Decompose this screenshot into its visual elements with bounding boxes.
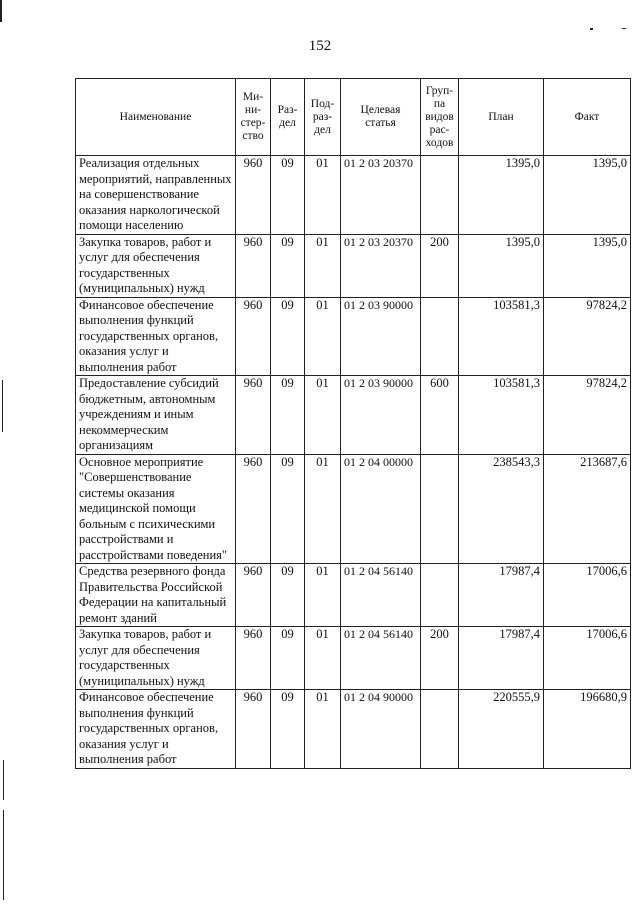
header-section	[271, 79, 305, 156]
cell-group	[421, 564, 459, 627]
scan-mark	[622, 28, 626, 29]
cell-subsection: 01	[305, 627, 341, 690]
scan-mark	[3, 760, 4, 800]
cell-target: 01 2 03 20370	[341, 156, 421, 235]
table-row	[76, 234, 631, 297]
header-ministry-label: Ми- ни- стер- ство	[240, 91, 266, 142]
cell-group	[421, 297, 459, 376]
header-target-label: Целевая статья	[360, 104, 401, 129]
cell-fact: 213687,6	[544, 454, 631, 564]
cell-section: 09	[271, 564, 305, 627]
cell-section: 09	[271, 156, 305, 235]
cell-section: 09	[271, 376, 305, 455]
scan-mark	[0, 0, 2, 22]
cell-group	[421, 156, 459, 235]
cell-subsection: 01	[305, 234, 341, 297]
cell-plan: 17987,4	[459, 564, 544, 627]
scan-mark	[590, 28, 593, 30]
cell-name: Реализация отдельных мероприятий, направленных на совершенствование оказания наркологической помощи населению	[76, 156, 236, 235]
cell-target: 01 2 04 90000	[341, 690, 421, 769]
header-subsection-label: Под- раз- дел	[310, 97, 335, 136]
cell-name: Закупка товаров, работ и услуг для обеспечения государственных (муниципальных) нужд	[76, 234, 236, 297]
header-group	[421, 79, 459, 156]
cell-name: Закупка товаров, работ и услуг для обеспечения государственных (муниципальных) нужд	[76, 627, 236, 690]
budget-table	[75, 78, 631, 769]
cell-ministry: 960	[236, 454, 271, 564]
cell-plan: 103581,3	[459, 297, 544, 376]
header-target	[341, 79, 421, 156]
cell-ministry: 960	[236, 156, 271, 235]
header-section-label: Раз- дел	[277, 104, 298, 129]
cell-subsection: 01	[305, 564, 341, 627]
cell-ministry: 960	[236, 297, 271, 376]
header-group-label: Груп- па видов рас- ходов	[425, 84, 454, 149]
cell-ministry: 960	[236, 690, 271, 769]
scan-mark	[3, 810, 4, 900]
page-number: 152	[308, 38, 332, 54]
cell-name: Финансовое обеспечение выполнения функций государственных органов, оказания услуг и выполнения работ	[76, 297, 236, 376]
cell-name: Предоставление субсидий бюджетным, автономным учреждениям и иным некоммерческим организациям	[76, 376, 236, 455]
table-row	[76, 454, 631, 564]
header-fact	[544, 79, 631, 156]
cell-fact: 97824,2	[544, 297, 631, 376]
cell-name: Финансовое обеспечение выполнения функций государственных органов, оказания услуг и выполнения работ	[76, 690, 236, 769]
cell-fact: 1395,0	[544, 156, 631, 235]
cell-fact: 1395,0	[544, 234, 631, 297]
cell-plan: 1395,0	[459, 234, 544, 297]
cell-plan: 17987,4	[459, 627, 544, 690]
table-row	[76, 627, 631, 690]
header-subsection	[305, 79, 341, 156]
cell-section: 09	[271, 690, 305, 769]
cell-ministry: 960	[236, 234, 271, 297]
cell-subsection: 01	[305, 454, 341, 564]
cell-group	[421, 454, 459, 564]
cell-subsection: 01	[305, 690, 341, 769]
table-header-row	[76, 79, 631, 156]
cell-name: Средства резервного фонда Правительства Российской Федерации на капитальный ремонт зданий	[76, 564, 236, 627]
cell-plan: 220555,9	[459, 690, 544, 769]
header-name	[76, 79, 236, 156]
cell-fact: 196680,9	[544, 690, 631, 769]
scan-mark	[2, 380, 3, 432]
cell-group: 200	[421, 627, 459, 690]
cell-section: 09	[271, 454, 305, 564]
cell-ministry: 960	[236, 627, 271, 690]
cell-subsection: 01	[305, 376, 341, 455]
header-ministry	[236, 79, 271, 156]
cell-group: 200	[421, 234, 459, 297]
cell-subsection: 01	[305, 297, 341, 376]
cell-section: 09	[271, 627, 305, 690]
table-row	[76, 297, 631, 376]
cell-name: Основное мероприятие "Совершенствование системы оказания медицинской помощи больным с психическими расстройствами и расстройствами поведения"	[76, 454, 236, 564]
cell-plan: 103581,3	[459, 376, 544, 455]
cell-target: 01 2 04 00000	[341, 454, 421, 564]
cell-target: 01 2 03 90000	[341, 297, 421, 376]
table-row	[76, 156, 631, 235]
table-row	[76, 690, 631, 769]
cell-ministry: 960	[236, 376, 271, 455]
cell-fact: 17006,6	[544, 564, 631, 627]
table-row	[76, 564, 631, 627]
cell-fact: 97824,2	[544, 376, 631, 455]
header-plan-label: План	[488, 110, 514, 123]
table-row	[76, 376, 631, 455]
cell-section: 09	[271, 297, 305, 376]
header-fact-label: Факт	[574, 110, 600, 123]
cell-group	[421, 690, 459, 769]
cell-section: 09	[271, 234, 305, 297]
cell-target: 01 2 03 90000	[341, 376, 421, 455]
cell-subsection: 01	[305, 156, 341, 235]
cell-fact: 17006,6	[544, 627, 631, 690]
cell-target: 01 2 04 56140	[341, 627, 421, 690]
header-plan	[459, 79, 544, 156]
cell-group: 600	[421, 376, 459, 455]
cell-target: 01 2 03 20370	[341, 234, 421, 297]
header-name-label: Наименование	[119, 110, 192, 123]
cell-plan: 238543,3	[459, 454, 544, 564]
cell-plan: 1395,0	[459, 156, 544, 235]
cell-ministry: 960	[236, 564, 271, 627]
cell-target: 01 2 04 56140	[341, 564, 421, 627]
